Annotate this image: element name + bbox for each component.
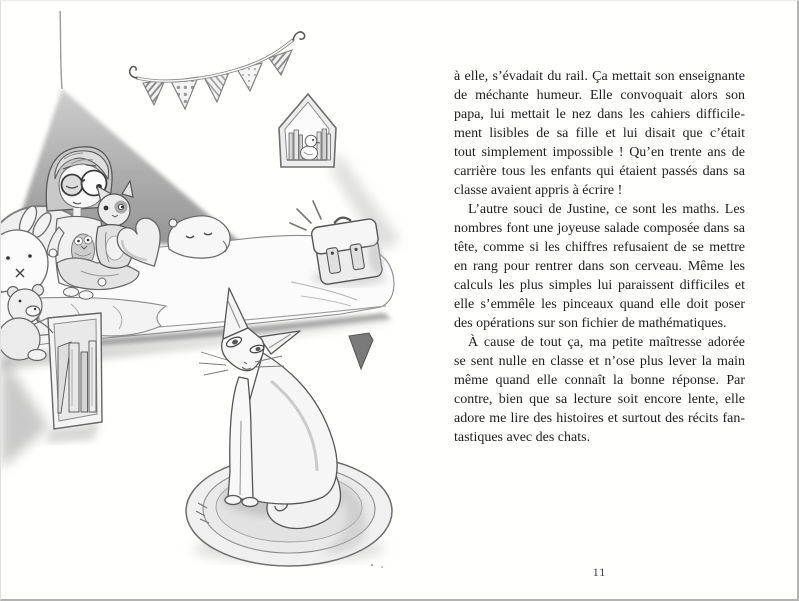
- text-line: nombres font une joyeuse salade composée dans sa: [454, 221, 745, 236]
- page-number: 11: [592, 565, 607, 579]
- text-line: contre, bien que sa lecture soit encore lente, elle: [454, 392, 745, 407]
- garland-hook-left: [130, 67, 137, 78]
- left-page: [1, 1, 441, 601]
- right-page: [441, 1, 799, 601]
- text-line: en rang pour rentrer dans son cerveau. Même les: [454, 259, 745, 274]
- text-line: À cause de tout ça, ma petite maîtresse adorée: [468, 335, 745, 350]
- text-line: ment lisibles de sa fille et lui disait que c’était: [454, 126, 745, 141]
- emphasis-lines: [290, 201, 321, 230]
- text-line: à elle, s’évadait du rail. Ça mettait son enseignante: [454, 69, 745, 84]
- sleeping-plush: [168, 216, 230, 258]
- text-line: carrière tous les enfants qui étaient passés dans sa: [454, 164, 745, 179]
- text-line: L’autre souci de Justine, ce sont les maths. Les: [468, 202, 745, 217]
- text-line: tastiques avec des chats.: [454, 430, 591, 445]
- bed-leg: [349, 333, 373, 369]
- text-line: tout simplement impossible ! Qu’en trente ans de: [454, 145, 745, 160]
- text-line: même quand elle connaît la bonne réponse. Par: [454, 373, 745, 388]
- text-line: tête, comme si les chiffres refusaient de se mettre: [454, 240, 745, 255]
- text-line: elle s’emmêle les pinceaux quand elle doit poser: [454, 297, 745, 312]
- bedroom-illustration: [1, 1, 441, 601]
- garland-hook-right: [293, 32, 305, 40]
- text-line: papa, lui mettait le nez dans les cahiers difficile-: [454, 107, 745, 122]
- text-line: classe avaient appris à écrire !: [454, 183, 623, 198]
- text-line: se sent nulle en classe et n’ose plus lever la main: [454, 354, 745, 369]
- bunting-garland: [130, 32, 305, 109]
- text-line: des opérations sur son fichier de mathématiques.: [454, 316, 727, 331]
- girl-hand: [98, 278, 106, 286]
- text-column: [454, 67, 745, 447]
- text-line: calculs les plus simples lui paraissent difficiles et: [454, 278, 745, 293]
- text-line: de méchante humeur. Elle convoquait alors son: [454, 88, 745, 103]
- text-line: adore me lire des histoires et surtout des récits fan-: [454, 411, 745, 426]
